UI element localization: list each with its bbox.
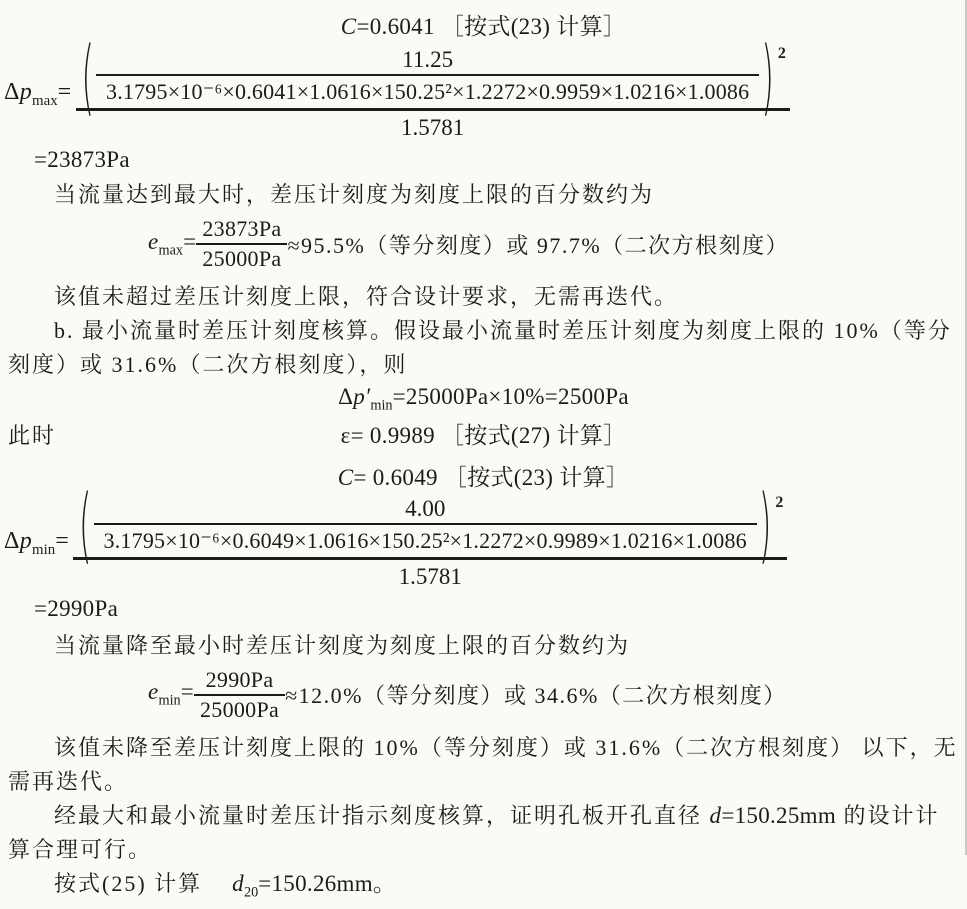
conclusion-text-tail: 的设计计 [836,802,940,828]
equation-epsilon [341,423,627,448]
outer-denominator: 1.5781 [73,557,787,591]
delta-symbol: Δ [338,384,354,409]
equation-value: =25000Pa×10%=2500Pa [392,384,629,409]
e-max-lhs [148,229,196,260]
result-dp-min: =2990Pa [34,595,119,621]
result-dp-max: =23873Pa [34,147,130,172]
label-cishi: 此时 [8,422,57,448]
equation-value: =0.6041 [356,14,441,39]
fraction-denominator: 25000Pa [194,694,285,723]
equals-sign: = [183,228,197,254]
left-paren: ( [79,476,92,574]
delta-symbol: Δ [4,79,20,106]
outer-fraction [76,28,790,142]
subscript-min: min [370,397,393,414]
inner-fraction [94,496,757,555]
percentage-note: ≈95.5%（等分刻度）或 97.7%（二次方根刻度） [287,232,790,258]
d-value: =150.25mm [721,802,837,828]
exponent: 2 [777,45,786,62]
left-paren: ( [81,28,94,125]
subscript-min: min [158,692,181,709]
equation-e-max [148,216,967,272]
paragraph-b-line2: 刻度）或 31.6%（二次方根刻度），则 [8,352,408,377]
subscript-max: max [158,242,184,259]
outer-denominator: 1.5781 [76,108,790,142]
equation-note: ［按式(27) 计算］ [441,422,627,448]
inner-numerator: 11.25 [402,47,454,72]
variable-e: e [148,679,159,705]
final-formula-ref: 按式(25) 计算 [54,870,203,896]
paragraph-max-intro: 当流量达到最大时，差压计刻度为刻度上限的百分数约为 [54,182,655,207]
fraction-numerator: 2990Pa [205,666,274,692]
variable-p: p [19,527,33,554]
inner-numerator: 4.00 [405,495,446,521]
subscript-max: max [32,92,58,109]
paragraph-conclusion-line1 [0,799,967,833]
right-paren: ) [761,28,774,125]
fraction-denominator: 25000Pa [196,243,287,272]
subscript-min: min [32,541,56,558]
variable-d: d [232,870,244,896]
conclusion-text: 经最大和最小流量时差压计指示刻度核算，证明孔板开孔直径 [54,802,710,828]
percentage-note: ≈12.0%（等分刻度）或 34.6%（二次方根刻度） [285,683,787,709]
fraction-numerator: 23873Pa [202,216,282,241]
paragraph-conclusion-line2: 算合理可行。 [8,836,153,862]
delta-symbol: Δ [4,527,20,554]
d20-result: =150.26mm。 [258,870,397,896]
variable-d: d [709,802,722,828]
equals-sign: = [55,527,70,554]
paragraph-final [0,867,967,909]
equation-value: = 0.9989 [350,422,441,448]
line-cishi-epsilon [0,419,967,453]
e-min-lhs [148,679,194,710]
variable-p: p [19,79,33,106]
paragraph-b-line1: b. 最小流量时差压计刻度核算。假设最小流量时差压计刻度为刻度上限的 10%（等分 [54,318,952,343]
equals-sign: = [57,79,72,106]
ratio-fraction [194,667,285,723]
equation-c-max [0,8,967,41]
ratio-fraction [196,216,287,272]
inner-fraction [96,47,759,106]
subscript-20: 20 [243,884,259,901]
inner-denominator: 3.1795×10⁻⁶×0.6049×1.0616×150.25²×1.2272×0.9989×1.0216×1.0086 [94,523,757,555]
equation-note: ［按式(23) 计算］ [443,464,630,490]
equation-c-min [0,459,967,492]
equation-note: ［按式(23) 计算］ [440,14,627,39]
variable-e: e [148,228,159,254]
outer-numerator [76,28,790,125]
equation-e-min [148,667,967,723]
dp-min-lhs [4,528,69,559]
variable-epsilon: ε [340,422,351,448]
equation-dp-max [4,28,967,142]
d20-value [232,870,397,901]
paragraph-max-ok: 该值未超过差压计刻度上限，符合设计要求，无需再迭代。 [54,284,679,309]
equation-dp-prime-min [0,384,967,415]
inner-denominator: 3.1795×10⁻⁶×0.6041×1.0616×150.25²×1.2272×0.9959×1.0216×1.0086 [96,74,759,106]
variable-C: C [340,14,357,39]
diameter-value [710,803,837,828]
paragraph-min-intro: 当流量降至最小时差压计刻度为刻度上限的百分数约为 [54,632,631,658]
variable-p-prime: p′ [353,384,371,409]
equals-sign: = [180,679,194,705]
dp-max-lhs [4,79,72,110]
exponent: 2 [775,493,784,511]
equation-value: = 0.6049 [353,464,444,490]
paragraph-min-ok-line2: 需再迭代。 [8,768,129,794]
paragraph-min-ok-line1: 该值未降至差压计刻度上限的 10%（等分刻度）或 31.6%（二次方根刻度） 以下，无 [54,734,958,760]
variable-C: C [337,464,354,490]
right-paren: ) [758,476,772,574]
